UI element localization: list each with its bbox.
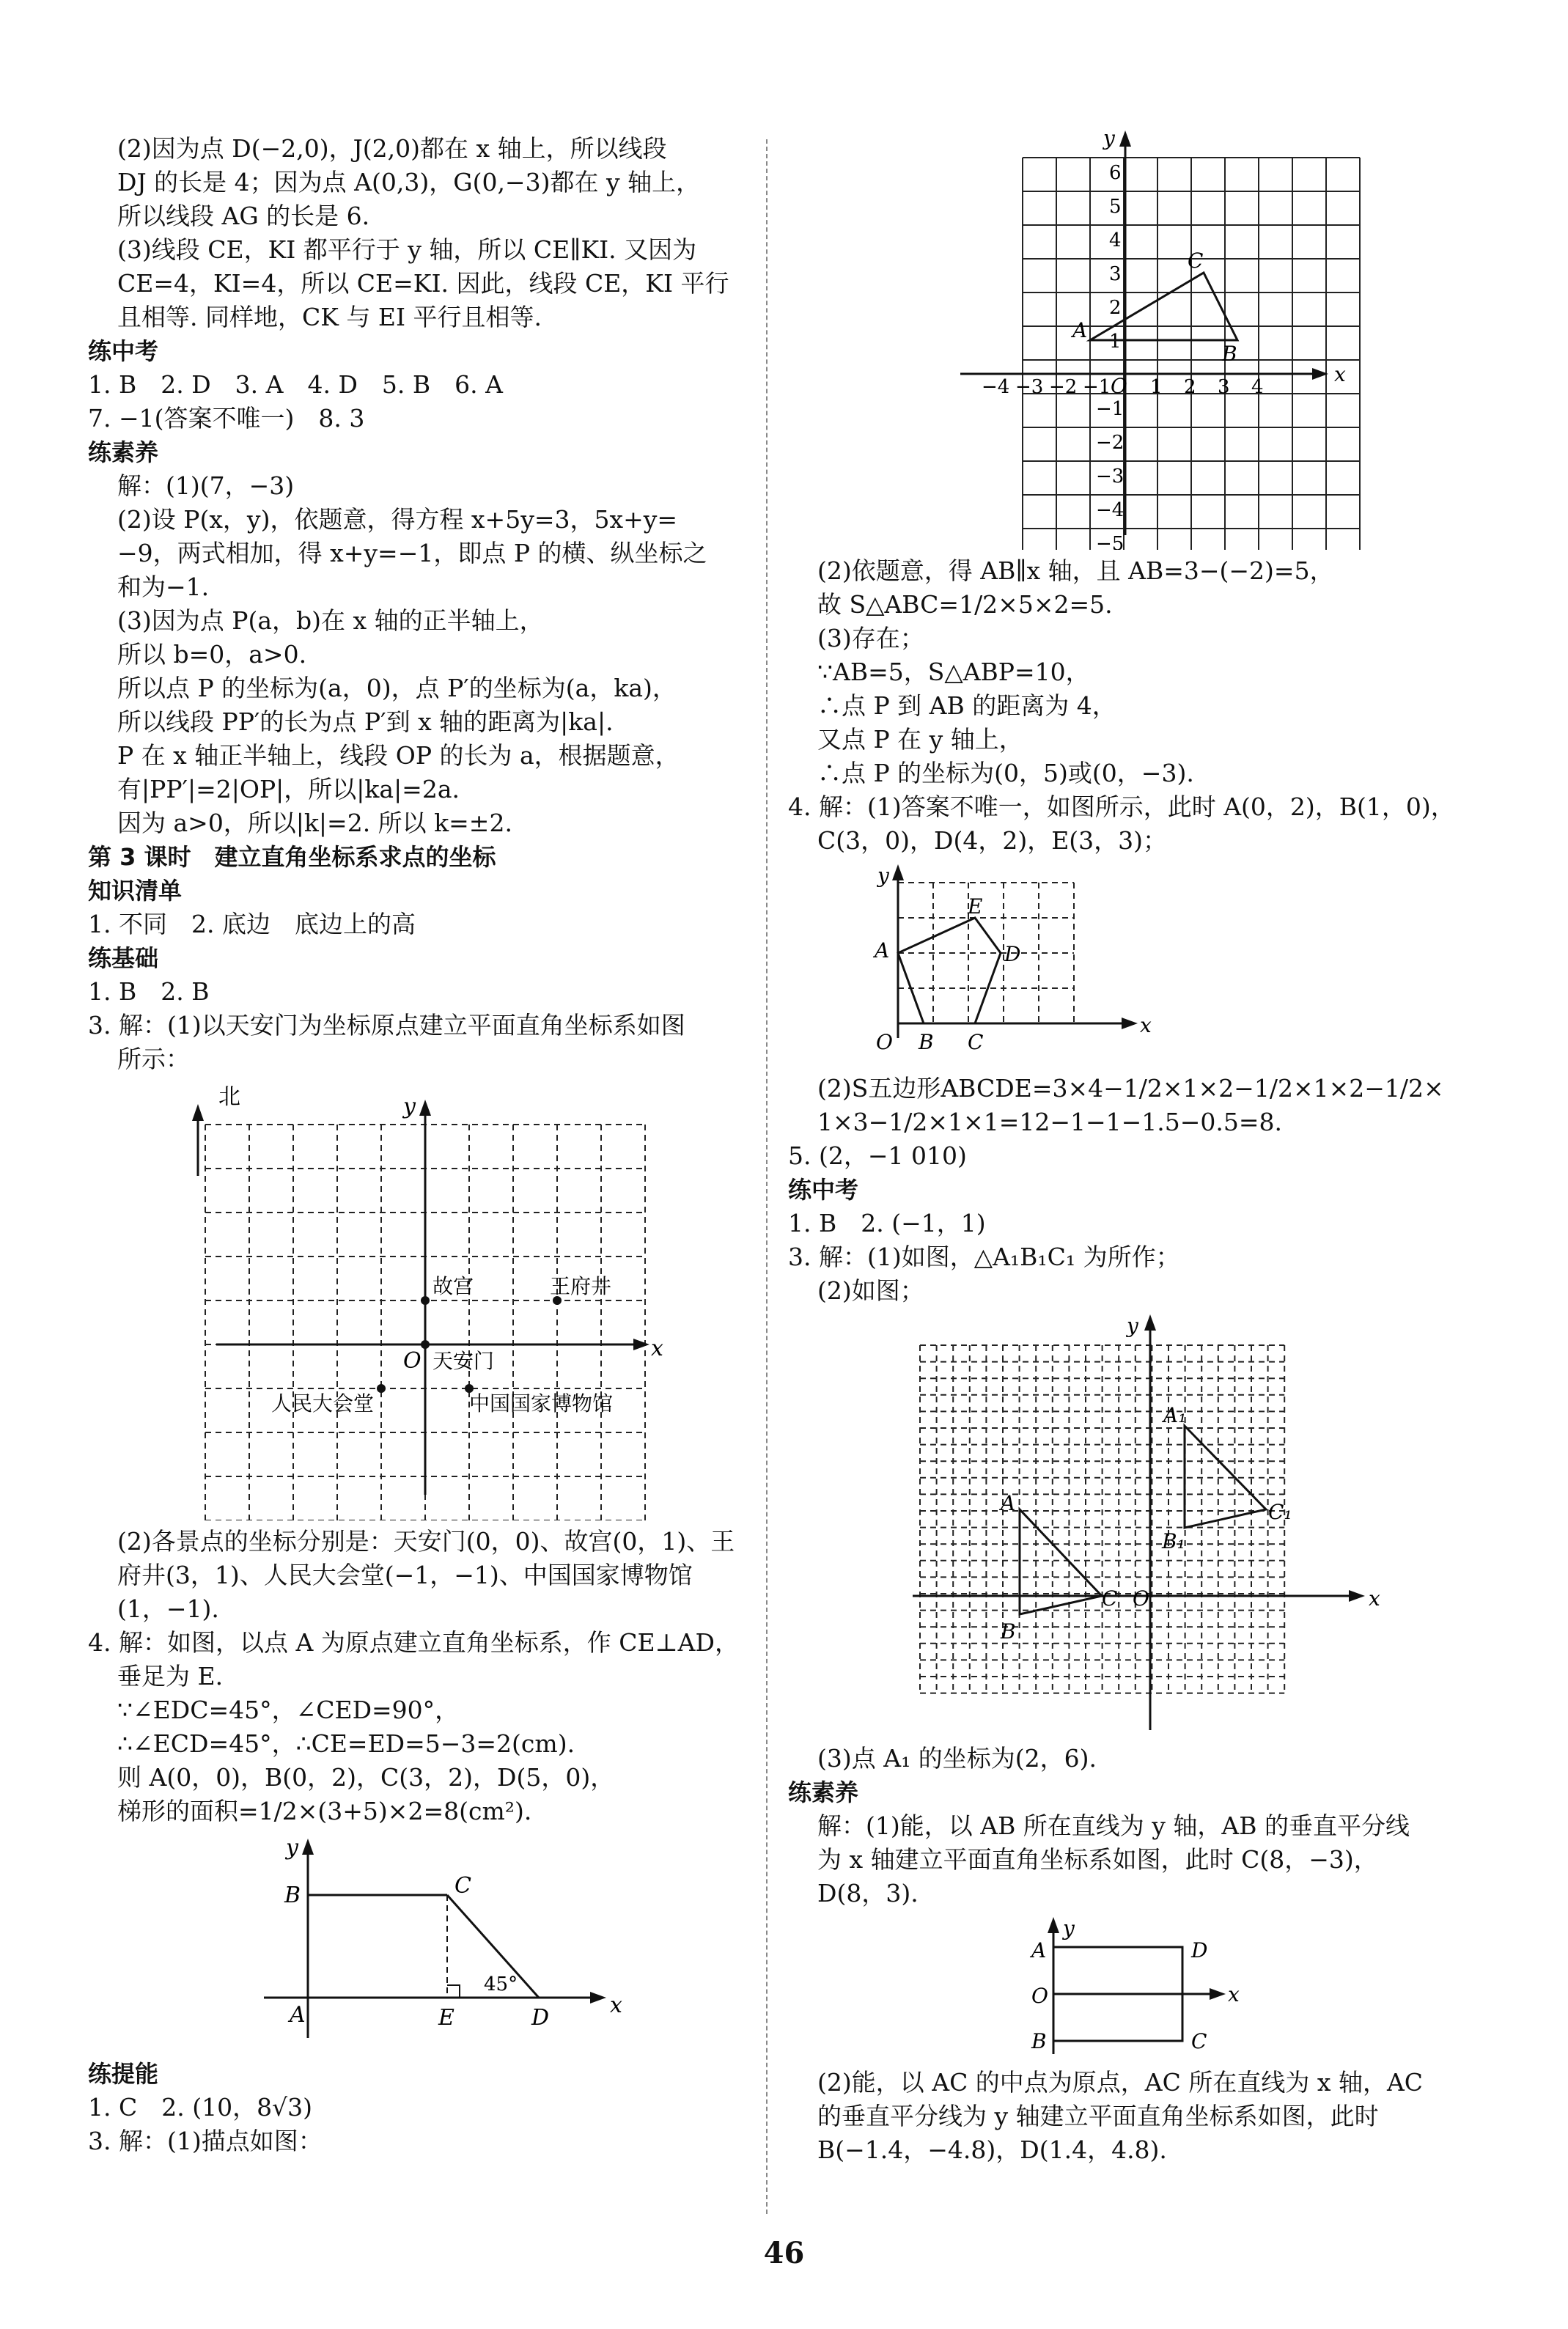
text-line: 有|PP′|=2|OP|，所以|ka|=2a. (117, 775, 460, 803)
pent-E: E (968, 894, 983, 919)
rect-C: C (1191, 2029, 1207, 2053)
text-line: 的垂直平分线为 y 轴建立平面直角坐标系如图，此时 (817, 2102, 1379, 2130)
page-number: 46 (763, 2236, 805, 2270)
section-heading: 练中考 (788, 1176, 859, 1204)
tiananmen-label: 天安门 (433, 1349, 495, 1373)
text-line: 解：(1)(7，−3) (117, 471, 295, 500)
trap-A: A (290, 2002, 306, 2028)
x-tick-label: 2 (1184, 376, 1196, 398)
north-label: 北 (218, 1084, 240, 1110)
text-line: (3)点 A₁ 的坐标为(2，6). (817, 1744, 1097, 1773)
pent-y-label: y (877, 864, 889, 888)
y-tick-label: 2 (1109, 297, 1122, 319)
text-line: −9，两式相加，得 x+y=−1，即点 P 的横、纵坐标之 (117, 539, 707, 567)
text-line: 垂足为 E. (117, 1662, 224, 1690)
text-line: 故 S△ABC=1/2×5×2=5. (817, 590, 1113, 619)
museum-label: 中国国家博物馆 (469, 1391, 614, 1416)
text-line: ∴点 P 到 AB 的距离为 4， (817, 691, 1116, 720)
y-tick-label: −4 (1096, 499, 1125, 521)
text-line: 因为 a>0，所以|k|=2. 所以 k=±2. (117, 809, 512, 837)
figure-trapezoid (88, 1833, 748, 2053)
rect-B: B (1031, 2029, 1047, 2053)
text-line: C(3，0)，D(4，2)，E(3，3)； (817, 826, 1168, 855)
figure-pentagon (788, 862, 1477, 1067)
left-text-block-2 (88, 1525, 748, 1828)
trap-B: B (284, 1883, 301, 1908)
left-text-block-3 (88, 2057, 748, 2158)
section-heading: 练基础 (88, 944, 159, 972)
section-heading: 练中考 (88, 337, 159, 365)
left-text-block-1 (88, 132, 748, 1076)
text-line: (2)设 P(x，y)，依题意，得方程 x+5y=3，5x+y= (117, 505, 678, 534)
map-origin-label: O (403, 1348, 422, 1374)
abc-B: B (1222, 342, 1237, 366)
text-line: 1. B 2. D 3. A 4. D 5. B 6. A (88, 370, 503, 399)
pent-B: B (919, 1030, 934, 1054)
text-line: 所以 b=0，a>0. (117, 640, 307, 669)
text-line: (2)依题意，得 AB∥x 轴，且 AB=3−(−2)=5， (817, 556, 1334, 585)
y-tick-label: −5 (1096, 533, 1125, 550)
rect-x-label: x (1228, 1982, 1240, 2006)
text-line: (2)因为点 D(−2,0)，J(2,0)都在 x 轴上，所以线段 (117, 134, 667, 163)
text-line: (2)能，以 AC 的中点为原点，AC 所在直线为 x 轴，AC (817, 2068, 1424, 2097)
tri-x-label: x (1369, 1586, 1380, 1611)
x-tick-label: 4 (1251, 376, 1264, 398)
text-line: 梯形的面积=1/2×(3+5)×2=8(cm²). (117, 1797, 532, 1825)
text-line: D(8，3). (817, 1879, 919, 1907)
text-line: 3. 解：(1)以天安门为坐标原点建立平面直角坐标系如图 (88, 1011, 685, 1040)
text-line: 3. 解：(1)描点如图： (88, 2127, 323, 2155)
tri-B: B (1001, 1619, 1016, 1644)
y-tick-label: 5 (1109, 196, 1122, 218)
text-line: 所以线段 AG 的长是 6. (117, 202, 370, 230)
text-line: (2)S五边形ABCDE=3×4−1/2×1×2−1/2×1×2−1/2× (817, 1074, 1444, 1103)
text-line: (2)各景点的坐标分别是：天安门(0，0)、故宫(0，1)、王 (117, 1527, 735, 1556)
trap-angle: 45° (484, 1973, 518, 1995)
map-y-label: y (403, 1094, 416, 1119)
figure-triangle-abc (788, 125, 1477, 550)
section-heading: 知识清单 (88, 877, 183, 905)
x-tick-label: −1 (1083, 376, 1111, 398)
text-line: (3)线段 CE，KI 都平行于 y 轴，所以 CE∥KI. 又因为 (117, 235, 697, 264)
right-text-block-1 (788, 554, 1477, 858)
text-line: 4. 解：如图，以点 A 为原点建立直角坐标系，作 CE⊥AD， (88, 1628, 739, 1657)
text-line: 1. B 2. B (88, 977, 210, 1006)
text-line: 府井(3，1)、人民大会堂(−1，−1)、中国国家博物馆 (117, 1561, 693, 1589)
text-line: P 在 x 轴正半轴上，线段 OP 的长为 a，根据题意， (117, 741, 680, 770)
trap-x-label: x (610, 1993, 622, 2018)
figure-rectangle (788, 1915, 1477, 2061)
x-tick-label: −4 (982, 376, 1010, 398)
text-line: 所以点 P 的坐标为(a，0)，点 P′的坐标为(a，ka)， (117, 674, 677, 702)
tri-O: O (1133, 1586, 1149, 1611)
text-line: ∴∠ECD=45°，∴CE=ED=5−3=2(cm). (117, 1729, 575, 1758)
x-tick-label: −3 (1015, 376, 1044, 398)
right-text-block-4 (788, 2066, 1477, 2167)
y-tick-label: 4 (1109, 229, 1122, 251)
abc-y-label: y (1103, 126, 1115, 150)
rect-D: D (1191, 1938, 1208, 1962)
y-tick-label: 1 (1109, 331, 1122, 353)
trap-y-label: y (286, 1835, 298, 1861)
right-column (788, 126, 1477, 2167)
text-line: ∵∠EDC=45°，∠CED=90°， (117, 1696, 460, 1724)
text-line: 且相等. 同样地，CK 与 EI 平行且相等. (117, 303, 542, 331)
text-line: 1×3−1/2×1×1=12−1−1−1.5−0.5=8. (817, 1108, 1283, 1136)
abc-A: A (1072, 318, 1088, 342)
tri-C: C (1102, 1586, 1118, 1611)
text-line: 3. 解：(1)如图，△A₁B₁C₁ 为所作； (788, 1243, 1180, 1271)
trap-C: C (454, 1873, 471, 1899)
y-tick-label: −3 (1096, 466, 1125, 487)
figure-triangle-transform (788, 1312, 1477, 1737)
figure-map-coordinate (88, 1081, 748, 1520)
text-line: (3)因为点 P(a，b)在 x 轴的正半轴上， (117, 606, 544, 635)
column-divider (766, 139, 768, 2214)
pent-A: A (875, 938, 890, 963)
abc-origin: O (1111, 374, 1127, 398)
abc-x-label: x (1334, 362, 1346, 386)
text-line: (1，−1). (117, 1594, 219, 1623)
map-x-label: x (651, 1336, 663, 1361)
gugong-label: 故宫 (433, 1274, 474, 1298)
x-tick-label: 1 (1150, 376, 1163, 398)
text-line: 为 x 轴建立平面直角坐标系如图，此时 C(8，−3)， (817, 1845, 1378, 1874)
x-tick-label: 3 (1218, 376, 1230, 398)
section-heading: 练素养 (88, 438, 159, 466)
left-column (88, 132, 748, 2158)
triangle-abc (1020, 1509, 1102, 1614)
y-tick-label: −2 (1096, 432, 1125, 454)
pent-O: O (876, 1030, 893, 1054)
renmin-label: 人民大会堂 (271, 1391, 375, 1416)
wangfujing-label: 王府井 (550, 1274, 612, 1298)
y-tick-label: 6 (1109, 162, 1122, 184)
right-text-block-2 (788, 1072, 1477, 1308)
x-tick-label: −2 (1049, 376, 1078, 398)
text-line: 1. 不同 2. 底边 底边上的高 (88, 910, 416, 938)
text-line: 4. 解：(1)答案不唯一，如图所示，此时 A(0，2)，B(1，0)， (788, 792, 1455, 821)
text-line: DJ 的长是 4；因为点 A(0,3)，G(0,−3)都在 y 轴上， (117, 168, 701, 196)
text-line: 则 A(0，0)，B(0，2)，C(3，2)，D(5，0)， (117, 1763, 615, 1792)
tri-A1: A₁ (1163, 1403, 1187, 1427)
text-line: 所示： (117, 1045, 190, 1073)
text-line: 1. B 2. (−1，1) (788, 1209, 986, 1237)
text-line: (2)如图； (817, 1276, 924, 1305)
section-heading: 练素养 (788, 1778, 859, 1806)
pentagon-shape (898, 918, 1001, 1023)
y-tick-label: −1 (1096, 398, 1125, 420)
section-heading: 第 3 课时 建立直角坐标系求点的坐标 (88, 843, 496, 871)
text-line: CE=4，KI=4，所以 CE=KI. 因此，线段 CE，KI 平行 (117, 269, 729, 298)
tri-B1: B₁ (1162, 1529, 1185, 1553)
pent-C: C (968, 1030, 984, 1054)
section-heading: 练提能 (88, 2060, 159, 2088)
rect-O: O (1031, 1984, 1048, 2008)
tri-C1: C₁ (1268, 1500, 1292, 1524)
text-line: 解：(1)能，以 AB 所在直线为 y 轴，AB 的垂直平分线 (817, 1811, 1410, 1840)
text-line: 1. C 2. (10，8√3) (88, 2093, 312, 2122)
text-line: ∴点 P 的坐标为(0，5)或(0，−3). (817, 759, 1194, 787)
abc-C: C (1188, 249, 1204, 273)
rect-y-label: y (1063, 1916, 1075, 1940)
text-line: 又点 P 在 y 轴上， (817, 725, 1023, 754)
trap-E: E (438, 2005, 454, 2031)
tri-y-label: y (1127, 1314, 1138, 1338)
pent-D: D (1004, 942, 1021, 966)
triangle-a1b1c1 (1185, 1426, 1266, 1528)
text-line: (3)存在； (817, 624, 924, 652)
text-line: 所以线段 PP′的长为点 P′到 x 轴的距离为|ka|. (117, 707, 614, 736)
rect-A: A (1031, 1938, 1047, 1962)
pent-x-label: x (1140, 1013, 1152, 1037)
right-text-block-3 (788, 1742, 1477, 1910)
text-line: 和为−1. (117, 573, 210, 601)
text-line: 5. (2，−1 010) (788, 1141, 967, 1170)
trap-D: D (531, 2005, 550, 2031)
y-tick-label: 3 (1109, 263, 1122, 285)
text-line: ∵AB=5，S△ABP=10， (817, 658, 1090, 686)
text-line: B(−1.4，−4.8)，D(1.4，4.8). (817, 2135, 1167, 2164)
text-line: 7. −1(答案不唯一) 8. 3 (88, 404, 365, 433)
tri-A: A (1001, 1491, 1016, 1515)
